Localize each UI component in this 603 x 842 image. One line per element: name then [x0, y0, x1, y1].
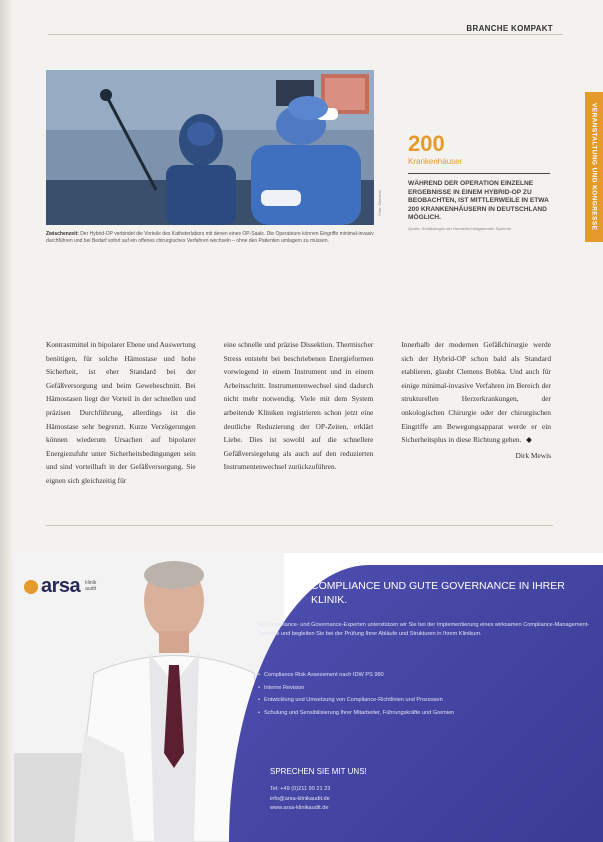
- header-rule: [48, 34, 563, 35]
- surgery-photo: [46, 70, 374, 225]
- fact-text: WÄHREND DER OPERATION EINZELNE ERGEBNISSE IN EINEM HYBRID-OP ZU BEOBACHTEN, IST MITTLERWEILE IN ETWA 200 KRANKENHÄUSERN IN DEUTSCHLAND MÖGLICH.: [408, 180, 549, 222]
- fact-unit: Krankenhäuser: [408, 157, 463, 166]
- ad-contact-website[interactable]: www.arsa-klinikaudit.de: [270, 805, 329, 811]
- logo-dot-icon: [24, 580, 38, 594]
- ad-contact: [270, 785, 330, 814]
- ad-bullet: • Interne Revision: [258, 684, 593, 693]
- surgery-photo-illustration: [46, 70, 374, 225]
- photo-credit: Foto: Siemens: [377, 190, 382, 216]
- article-column-3: [401, 338, 551, 488]
- ad-bullet: • Compliance Risk Assessment nach IDW PS 980: [258, 671, 593, 680]
- fact-box: [408, 133, 550, 231]
- ad-contact-phone[interactable]: Tel: +49 (0)211 90 21 23: [270, 786, 331, 792]
- ad-headline: COMPLIANCE UND GUTE GOVERNANCE IN IHRER KLINIK.: [311, 580, 565, 606]
- article-columns: [46, 338, 551, 488]
- ad-contact-email[interactable]: info@arsa-klinikaudit.de: [270, 795, 330, 802]
- caption-lead: Zwischenzeit:: [46, 231, 79, 237]
- ad-bullet-list: [258, 671, 593, 722]
- ad-intro: Als Compliance- und Governance-Experten unterstützen wir Sie bei der Implementierung eines wirksamen Compliance-Management-Systems und begleiten Sie bei der Prüfung Ihrer Abläufe und Strukturen in Ihrem Klinikum.: [258, 622, 590, 637]
- article-author: Dirk Mewis: [515, 450, 552, 460]
- logo-wordmark: arsa: [41, 575, 81, 597]
- article-column-2: eine schnelle und präzise Dissektion. Thermischer Stress entsteht bei beschriebenen Energieformen vorwiegend in einem Instrument und in einem Arbeitsschritt. Instrumentenwechsel sind dadurch nicht mehr notwendig. Viele mit dem System arbeitende Kliniken registrieren schon jetzt eine deutliche Reduzierung der OP-Zeiten, erklärt Liebe. Dies ist sowohl auf die schnellere Gefäßversiegelung als auch auf den reduzierten Instrumentenwechsel zurückzuführen.: [223, 340, 374, 472]
- end-mark-icon: [527, 438, 533, 444]
- fact-number: 200: [408, 131, 445, 156]
- article-column-3-text: Innerhalb der modernen Gefäßchirurgie werde sich der Hybrid-OP schon bald als Standard etablieren, glaubt Clemens Bobka. Und auch für einige minimal-invasive Verfahren im Bereich der strukturellen Herzerkrankungen, der onkologischen Chirurgie oder der chirurgischen Eingriffe am Bewegungsapparat werde er ein Sicherheitsplus in diese Richtung gehen.: [401, 340, 552, 445]
- section-label: BRANCHE KOMPAKT: [466, 24, 553, 33]
- side-tab: [585, 92, 603, 242]
- page-gutter-shadow: [0, 0, 14, 842]
- ad-bullet: • Entwicklung und Umsetzung von Compliance-Richtlinien und Prozessen: [258, 696, 593, 705]
- body-rule: [46, 525, 553, 526]
- ad-cta: SPRECHEN SIE MIT UNS!: [270, 767, 367, 776]
- article-column-1: Kontrastmittel in bipolarer Ebene und Auswertung benötigen, für solche Hämostase und hohe Sicherheit, ist eher Standard bei der Gefäßversorgung und beim Gewebeschnitt. Bei Hämostasen liegt der Vorteil in der schnellen und präzisen Durchführung, allerdings ist die Hämostase sehr begrenzt. Kurze Verzögerungen können wiederum Ursachen auf bipolarer Energiezufuhr unter Sicherheitsbedingungen sein und sind vorteilhaft in der Gefäßversorgung. Sie eignen sich gleichzeitig für: [46, 340, 196, 485]
- arsa-logo: [24, 575, 96, 598]
- side-tab-label: VERANSTALTUNG UND KONGRESSE: [590, 103, 598, 231]
- advertisement: [14, 553, 603, 842]
- ad-bullet: • Schulung und Sensibilisierung Ihrer Mitarbeiter, Führungskräfte und Gremien: [258, 709, 593, 718]
- logo-subline: klinik audit: [85, 580, 97, 592]
- photo-caption: [46, 231, 374, 245]
- caption-text: Der Hybrid-OP verbindet die Vorteile des Katheterlabors mit denen eines OP-Saals. Die Operateure können Eingriffe minimal-invasiv durchführen und bei Bedarf sofort auf ein offenes chirurgisches Verfahren wechseln – ohne den Patienten umlagern zu müssen.: [46, 231, 374, 244]
- fact-rule: [408, 173, 550, 174]
- fact-source: Quelle: Schätzungen der Hersteller bildgebender Systeme: [408, 225, 512, 231]
